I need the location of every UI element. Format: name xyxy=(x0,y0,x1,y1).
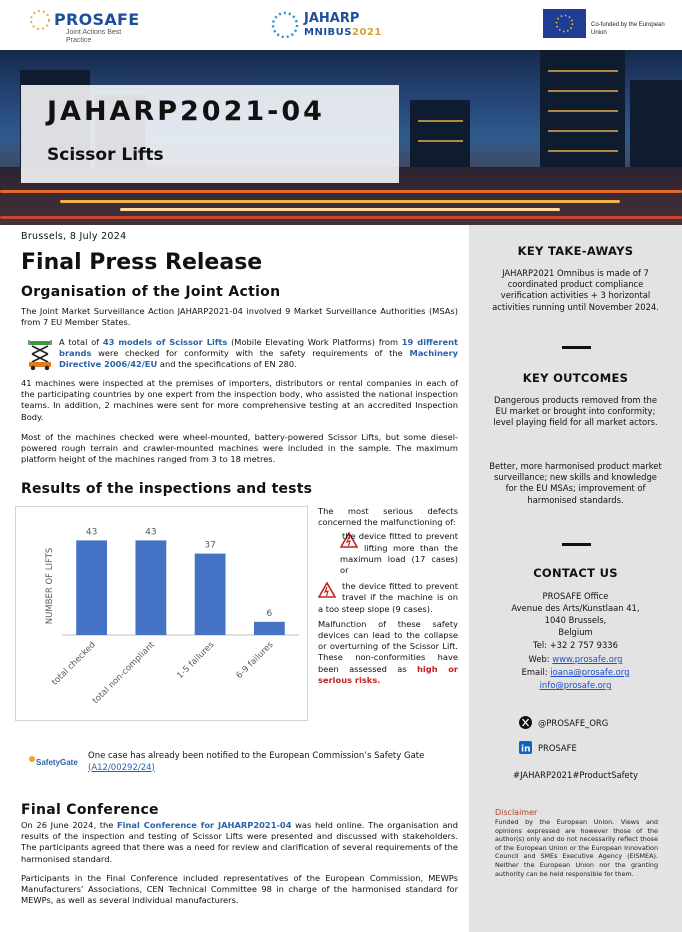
defects-column xyxy=(318,506,458,686)
contact-web: Web: www.prosafe.org xyxy=(528,654,623,664)
eu-cofunded-logo xyxy=(543,9,673,39)
contact-address-line3: Belgium xyxy=(558,627,593,637)
contact-telephone: Tel: +32 2 757 9336 xyxy=(533,640,618,650)
sidebar: KEY TAKE-AWAYS JAHARP2021 Omnibus is made of 7 coordinated product compliance verification activities + 3 horizontal activities running until November 2024. KEY OUTCOMES Dangerous products removed from the EU market or brought into conformity; level playing field for all market actors. Better, more harmonised product market surveillance; new skills and knowledge for the EU MSAs; improvement of harmonised standards. CONTACT US PROSAFE Office Avenue des Arts/Kunstlaan 41, 1040 Brussels, Belgium Tel: +32 2 757 9336 Web: www.prosafe.org Email: ioana@prosafe.org info@prosafe.org @PROSAFE_ORG in PROSAFE #JAHARP2021#ProductSafety xyxy=(469,225,682,932)
page-title: Final Press Release xyxy=(21,250,263,275)
sidebar-heading-takeaways: KEY TAKE-AWAYS xyxy=(517,244,634,258)
contact-email-2 xyxy=(487,680,664,691)
paragraph-inspection: 41 machines were inspected at the premises of importers, distributors or rental companies in each of the participating countries by one expert from the inspection body, who assisted the national inspection teams. In addition, 2 machines were sent for more comprehensive testing at an accredited Inspection Body. xyxy=(21,378,458,422)
chart-data-label: 43 xyxy=(145,527,157,538)
logo-bar xyxy=(0,0,682,50)
hero-subtitle: Scissor Lifts xyxy=(47,145,164,165)
chart-bar xyxy=(254,622,285,635)
sidebar-heading-contact: CONTACT US xyxy=(533,566,618,580)
linkedin-icon xyxy=(519,741,532,754)
contact-org: PROSAFE Office xyxy=(542,591,609,601)
sidebar-divider xyxy=(562,346,591,349)
contact-address-line2: 1040 Brussels, xyxy=(544,615,607,625)
chart-svg xyxy=(16,507,309,722)
jaharp-logo xyxy=(270,8,390,44)
safety-gate-notice: One case has already been notified to the European Commission’s Safety Gate (A12/00292/24) xyxy=(88,751,425,773)
hero-title: JAHARP2021-04 xyxy=(47,96,325,127)
sidebar-heading-outcomes: KEY OUTCOMES xyxy=(522,371,629,385)
chart-x-tick-label: 1-5 failures xyxy=(175,640,217,681)
chart-data-label: 43 xyxy=(85,527,98,538)
jaharp-logo-line1: JAHARP xyxy=(304,11,360,26)
chart-bar xyxy=(76,540,107,635)
jaharp-logo-line2: MNIBUS2021 xyxy=(304,27,382,38)
prosafe-wordmark: PROSAFE xyxy=(54,10,140,29)
paragraph-participants: Participants in the Final Conference included representatives of the European Commission, MEWPs Manufacturers’ Associations, CEN Technical Committee 98 in charge of the harmonised standard for MEWPs, as well as several individual manufacturers. xyxy=(21,873,458,906)
prosafe-tagline: Joint Actions Best Practice xyxy=(66,29,122,44)
chart-x-tick-label: 6-9 failures xyxy=(234,640,276,681)
paragraph-final-conference: On 26 June 2024, the Final Conference for JAHARP2021-04 was held online. The organisation and results of the inspection and testing of Scissor Lifts were presented and discussed with stakeholders. The participants agreed that there was a need for review and clarification of several requirements of the harmonised standard. xyxy=(21,820,458,864)
chart-bar xyxy=(135,540,166,635)
jaharp-ring-icon xyxy=(270,10,300,40)
paragraph-models-checked: A total of 43 models of Scissor Lifts (Mobile Elevating Work Platforms) from 19 different brands were checked for conformity with the safety requirements of the Machinery Directive 2006/42/EU and the specifications of EN 280. xyxy=(59,337,458,370)
safety-gate-logo: SafetyGate xyxy=(29,752,81,774)
chart-x-tick-label: total non-compliant xyxy=(90,640,157,707)
results-bar-chart xyxy=(15,506,308,721)
safety-gate-reference-link[interactable]: (A12/00292/24) xyxy=(88,762,155,773)
email-link-info[interactable]: info@prosafe.org xyxy=(539,680,612,690)
section-heading-results: Results of the inspections and tests xyxy=(21,481,313,497)
paragraph-organisation: The Joint Market Surveillance Action JAHARP2021-04 involved 9 Market Surveillance Authorities (MSAs) from 7 EU Member States. xyxy=(21,306,458,328)
prosafe-stars-icon xyxy=(28,8,52,32)
section-heading-organisation: Organisation of the Joint Action xyxy=(21,284,281,300)
prosafe-logo xyxy=(28,6,148,46)
sidebar-outcomes-text-2: Better, more harmonised product market surveillance; new skills and knowledge for the EU MSAs; improvement of harmonised standards. xyxy=(489,461,662,505)
email-link-ioana[interactable]: ioana@prosafe.org xyxy=(550,667,630,677)
chart-x-tick-label: total checked xyxy=(50,640,98,688)
sidebar-outcomes-text-1: Dangerous products removed from the EU market or brought into conformity; level playing field for all market actors. xyxy=(493,395,658,428)
section-heading-final-conference: Final Conference xyxy=(21,802,159,818)
chart-bars xyxy=(50,527,285,706)
svg-text:in: in xyxy=(521,744,531,754)
dateline: Brussels, 8 July 2024 xyxy=(21,231,127,242)
safety-gate-dot-icon xyxy=(29,756,35,762)
chart-y-axis-label: NUMBER OF LIFTS xyxy=(45,547,55,625)
chart-bar xyxy=(195,554,226,635)
contact-email: Email: ioana@prosafe.org xyxy=(521,667,630,677)
hashtags: #JAHARP2021#ProductSafety xyxy=(513,770,638,780)
chart-data-label: 37 xyxy=(204,540,216,551)
sidebar-divider xyxy=(562,543,591,546)
eu-flag-icon xyxy=(543,9,586,38)
website-link[interactable]: www.prosafe.org xyxy=(552,654,623,664)
disclaimer-heading: Disclaimer xyxy=(495,808,538,817)
defects-outro: Malfunction of these safety devices can lead to the collapse or overturning of the Scissor Lift. These non-conformities have been assessed as high or serious risks. xyxy=(318,618,458,685)
eu-cofunded-text: Co-funded by the European Union xyxy=(591,22,665,36)
scissor-lift-icon xyxy=(27,339,53,371)
contact-address-line1: Avenue des Arts/Kunstlaan 41, xyxy=(511,603,640,613)
x-logo-icon xyxy=(519,716,532,729)
defect-item-slope: the device fitted to prevent travel if the machine is on a too steep slope (9 cases). xyxy=(318,581,458,614)
defects-intro: The most serious defects concerned the malfunctioning of: xyxy=(318,506,458,528)
warning-icon xyxy=(318,582,336,598)
disclaimer-text: Funded by the European Union. Views and opinions expressed are however those of the author(s) only and do not necessarily reflect those of the European Union or the European Innovation Council and SMEs Executive Agency (EISMEA). Neither the European Union nor the granting authority can be held responsible for them. xyxy=(495,818,658,878)
sidebar-takeaways-text: JAHARP2021 Omnibus is made of 7 coordinated product compliance verification activities + 3 horizontal activities running until November 2024. xyxy=(492,268,659,312)
scissor-lift-paragraph xyxy=(21,337,458,375)
defect-item-overload: the device fitted to prevent lifting more than the maximum load (17 cases) or xyxy=(340,531,458,576)
paragraph-machines: Most of the machines checked were wheel-mounted, battery-powered Scissor Lifts, but some diesel-powered rough terrain and crawler-mounted machines were included in the sample. The maximum platform height of the machines ranged from 3 to 18 metres. xyxy=(21,432,458,465)
chart-data-label: 6 xyxy=(266,608,273,619)
